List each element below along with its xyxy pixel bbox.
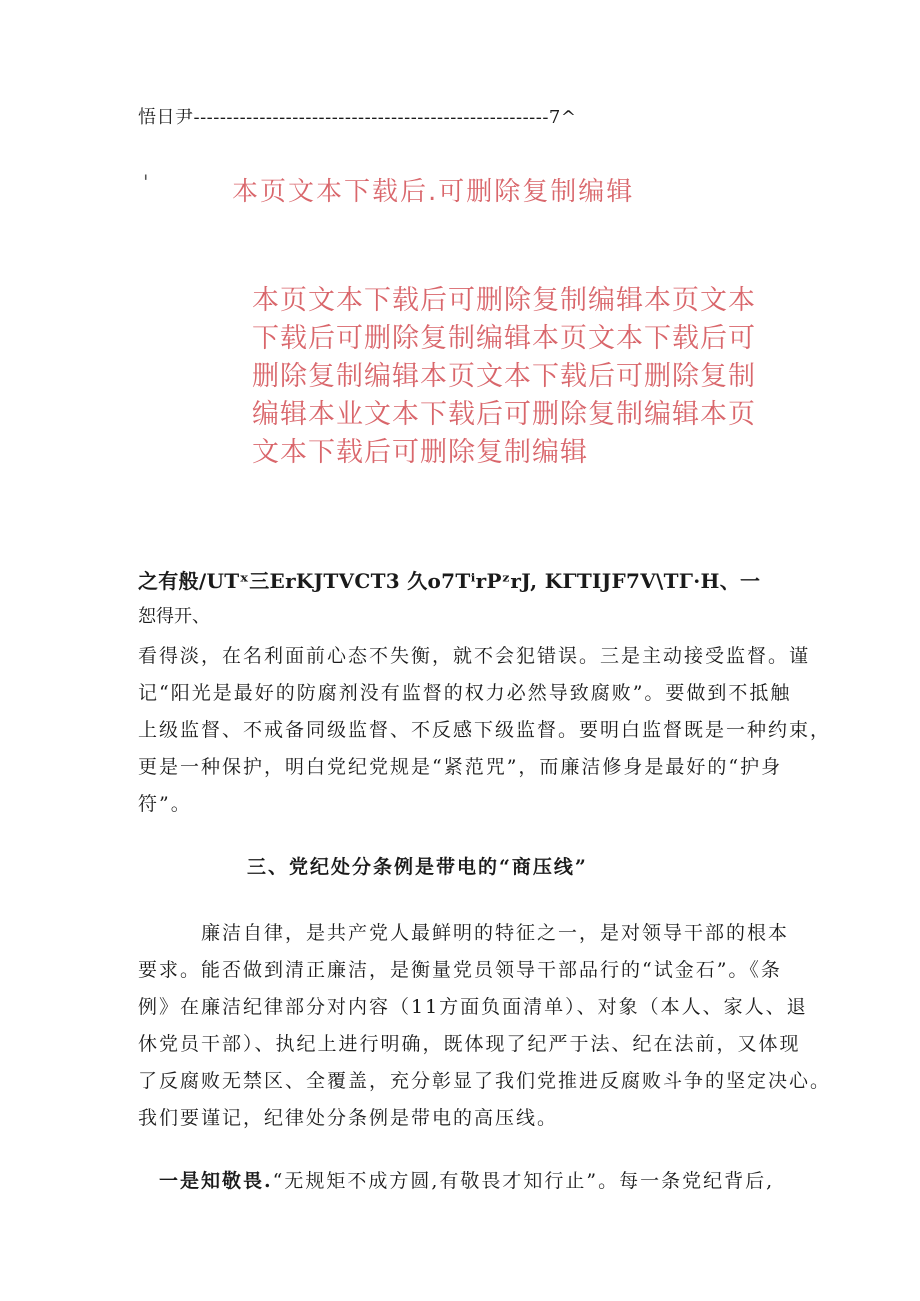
paragraph-lead-bold: 一是知敬畏.: [138, 1170, 273, 1192]
paragraph-line: 符”。: [138, 793, 192, 815]
paragraph-line: [138, 1163, 788, 1200]
watermark-block-line: 删除复制编辑本页文本下载后可删除复制: [252, 361, 756, 392]
body-paragraph-1: [138, 638, 832, 823]
paragraph-line: 我们要谨记，纪律处分条例是带电的高压线。: [138, 1107, 559, 1129]
paragraph-line: 上级监督、不戒备同级监督、不反感下级监督。要明白监督既是一种约束，: [138, 719, 832, 741]
watermark-block-line: 本页文本下载后可删除复制编辑本页文本: [252, 285, 756, 316]
paragraph-line: 了反腐败无禁区、全覆盖，充分彰显了我们党推进反腐败斗争的坚定决心。: [138, 1070, 832, 1092]
paragraph-line: 休党员干部）、执纪上进行明确，既体现了纪严于法、纪在法前，又体现: [138, 1033, 801, 1055]
paragraph-line: 更是一种保护，明白党纪党规是“紧范咒”，而廉洁修身是最好的“护身: [138, 756, 783, 778]
watermark-block-line: 文本下载后可删除复制编辑: [252, 437, 588, 468]
body-paragraph-3: [138, 1163, 788, 1200]
garbled-text-line: 之有般/UTˣ三ErKJTVCT3 久o7TⁱrPᶻrJ, KΓTIJF7V\TΓ·H、一: [138, 569, 761, 593]
stray-quote-mark: ': [143, 170, 149, 194]
garbled-text-continuation: 恕得开、: [138, 606, 210, 627]
paragraph-line: 廉洁自律，是共产党人最鲜明的特征之一，是对领导干部的根本: [138, 922, 790, 944]
section-heading: 三、党纪处分条例是带电的“商压线”: [247, 856, 588, 878]
watermark-block: [252, 282, 792, 472]
paragraph-line: 例》在廉洁纪律部分对内容（11方面负面清单）、对象（本人、家人、退: [138, 996, 808, 1018]
watermark-notice: 本页文本下载后.可删除复制编辑: [232, 177, 635, 207]
watermark-block-line: 下载后可删除复制编辑本页文本下载后可: [252, 323, 756, 354]
paragraph-line: 记“阳光是最好的防腐剂没有监督的权力必然导致腐败”。要做到不抵触: [138, 682, 792, 704]
watermark-block-line: 编辑本业文本下载后可删除复制编辑本页: [252, 399, 756, 430]
paragraph-lead-rest: “无规矩不成方圆,有敬畏才知行止”。每一条党纪背后,: [272, 1170, 775, 1192]
paragraph-line: 要求。能否做到清正廉洁，是衡量党员领导干部品行的“试金石”。《条: [138, 959, 782, 981]
page-header-line: 悟日尹------------------------------------------------------7^: [138, 107, 577, 128]
paragraph-line: 看得淡，在名利面前心态不失衡，就不会犯错误。三是主动接受监督。谨: [138, 645, 811, 667]
body-paragraph-2: [138, 915, 832, 1137]
